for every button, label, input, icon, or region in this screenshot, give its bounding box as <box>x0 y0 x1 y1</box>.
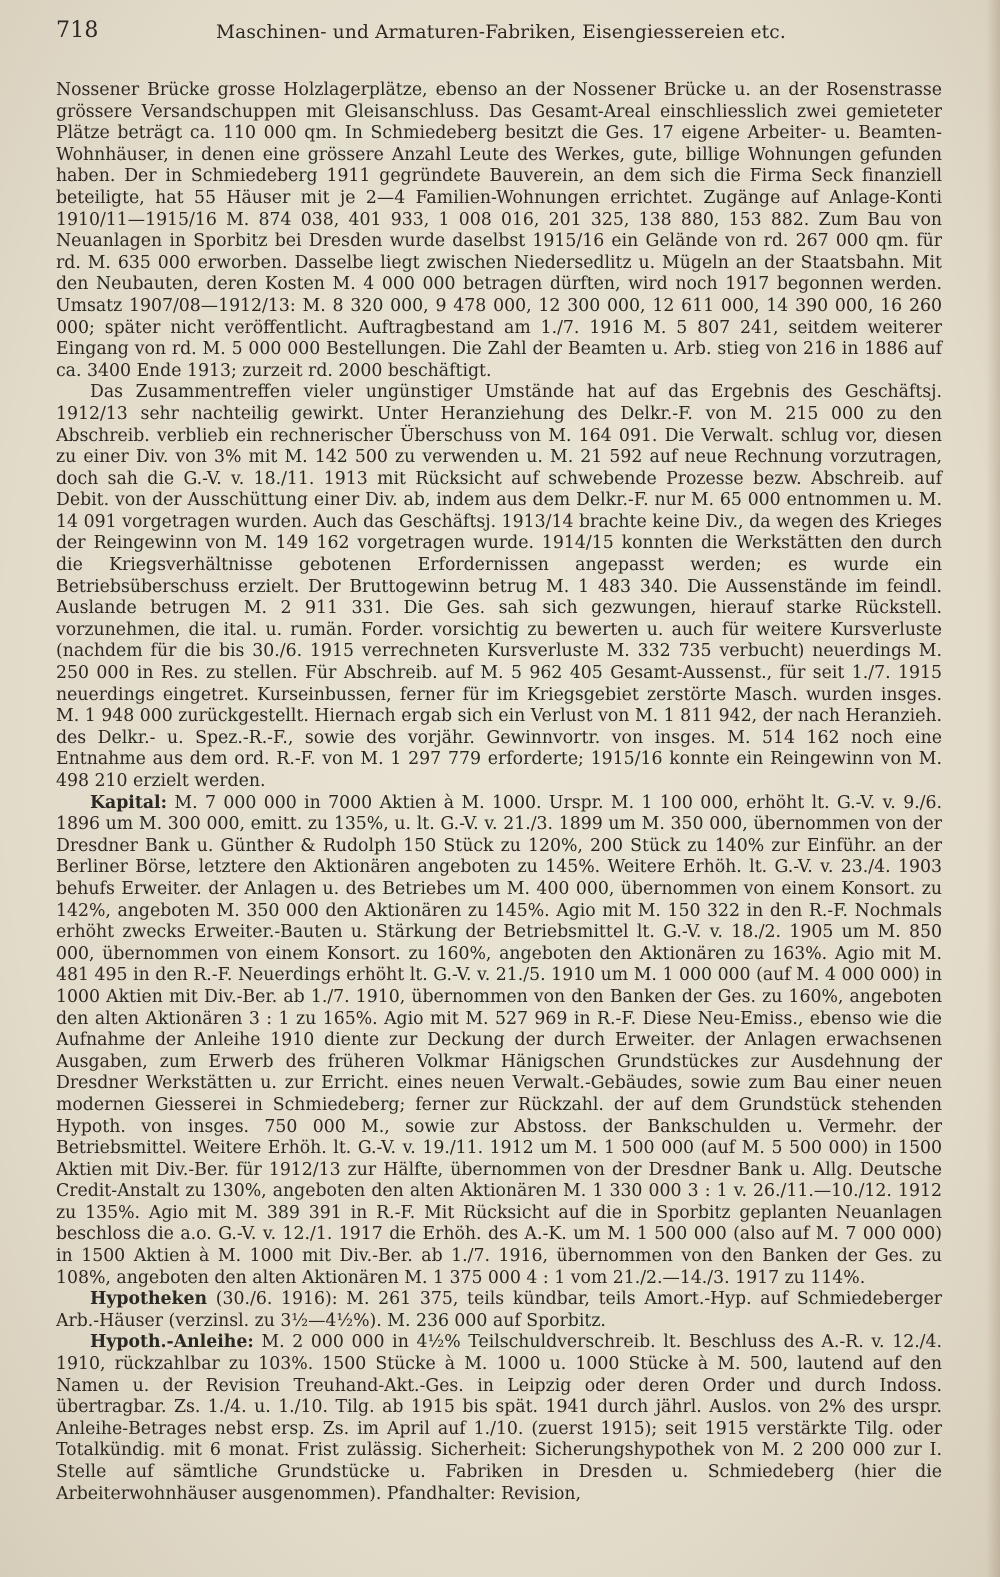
paragraph-plant-description <box>56 80 942 382</box>
section-label-hypoth-anleihe: Hypoth.-Anleihe: <box>90 1332 254 1353</box>
section-label-kapital: Kapital: <box>90 792 167 813</box>
paragraph-hypoth-anleihe <box>56 1332 942 1505</box>
page-edge-shadow <box>986 0 1000 1577</box>
section-label-hypotheken: Hypotheken <box>90 1289 208 1310</box>
paragraph-hypotheken <box>56 1289 942 1332</box>
paragraph-text: (30./6. 1916): M. 261 375, teils kündbar, teils Amort.-Hyp. auf Schmiedeberger Arb.-Häuser (verzinsl. zu 3½—4½%). M. 236 000 auf Sporbitz. <box>56 1289 942 1331</box>
paragraph-text: M. 7 000 000 in 7000 Aktien à M. 1000. Urspr. M. 1 100 000, erhöht lt. G.-V. v. 9./6. 1896 um M. 300 000, emitt. zu 135%, u. lt. G.-V. v. 21./3. 1899 um M. 350 000, übernommen von der Dresdner Bank u. Günther & Rudolph 150 Stück zu 120%, 200 Stück zu 140% zur Einführ. an der Berliner Börse, letztere den Aktionären angeboten zu 145%. Weitere Erhöh. lt. G.-V. v. 23./4. 1903 behufs Erweiter. der Anlagen u. des Betriebes um M. 400 000, übernommen von einem Konsort. zu 142%, angeboten M. 350 000 den Aktionären zu 145%. Agio mit M. 150 322 in den R.-F. Nochmals erhöht zwecks Erweiter.-Bauten u. Stärkung der Betriebsmittel lt. G.-V. v. 18./2. 1905 um M. 850 000, übernommen von einem Konsort. zu 160%, angeboten den Aktionären zu 163%. Agio mit M. 481 495 in den R.-F. Neuerdings erhöht lt. G.-V. v. 21./5. 1910 um M. 1 000 000 (auf M. 4 000 000) in 1000 Aktien mit Div.-Ber. ab 1./7. 1910, übernommen von den Banken der Ges. zu 160%, angeboten den alten Aktionären 3 : 1 zu 165%. Agio mit M. 527 969 in R.-F. Diese Neu-Emiss., ebenso wie die Aufnahme der Anleihe 1910 diente zur Deckung der durch Erweiter. der Anlagen erwachsenen Ausgaben, zum Erwerb des früheren Volkmar Hänigschen Grundstückes zur Ausdehnung der Dresdner Werkstätten u. zur Erricht. eines neuen Verwalt.-Gebäudes, sowie zum Bau einer neuen modernen Giesserei in Schmiedeberg; ferner zur Rückzahl. der auf dem Grundstück stehenden Hypoth. von insges. 750 000 M., sowie zur Abstoss. der Bankschulden u. Vermehr. der Betriebsmittel. Weitere Erhöh. lt. G.-V. v. 19./11. 1912 um M. 1 500 000 (auf M. 5 500 000) in 1500 Aktien mit Div.-Ber. für 1912/13 zur Hälfte, übernommen von der Dresdner Bank u. Allg. Deutsche Credit-Anstalt zu 130%, angeboten den alten Aktionären M. 1 330 000 3 : 1 v. 26./11.—10./12. 1912 zu 135%. Agio mit M. 389 391 in R.-F. Mit Rücksicht auf die in Sporbitz geplanten Neuanlagen beschloss die a.o. G.-V. v. 12./1. 1917 die Erhöh. des A.-K. um M. 1 500 000 (also auf M. 7 000 000) in 1500 Aktien à M. 1000 mit Div.-Ber. ab 1./7. 1916, übernommen von den Banken der Ges. zu 108%, angeboten den alten Aktionären M. 1 375 000 4 : 1 vom 21./2.—14./3. 1917 zu 114%. <box>56 792 942 1288</box>
paragraph-text: M. 2 000 000 in 4½% Teilschuldverschreib. lt. Beschluss des A.-R. v. 12./4. 1910, rückzahlbar zu 103%. 1500 Stücke à M. 1000 u. 1000 Stücke à M. 500, lautend auf den Namen u. der Revision Treuhand-Akt.-Ges. in Leipzig oder deren Order und durch Indoss. übertragbar. Zs. 1./4. u. 1./10. Tilg. ab 1915 bis spät. 1941 durch jährl. Auslos. von 2% des urspr. Anleihe-Betrages nebst ersp. Zs. im April auf 1./10. (zuerst 1915); seit 1915 verstärkte Tilg. oder Totalkündig. mit 6 monat. Frist zulässig. Sicherheit: Sicherungshypothek von M. 2 200 000 zur I. Stelle auf sämtliche Grundstücke u. Fabriken in Dresden u. Schmiedeberg (hier die Arbeiterwohnhäuser ausgenommen). Pfandhalter: Revision, <box>56 1332 942 1504</box>
page-number: 718 <box>56 18 99 43</box>
paragraph-kapital <box>56 793 942 1290</box>
running-title: Maschinen- und Armaturen-Fabriken, Eisengiessereien etc. <box>216 22 786 43</box>
body-text <box>56 80 942 1505</box>
paragraph-text: Nossener Brücke grosse Holzlagerplätze, ebenso an der Nossener Brücke u. an der Rosenstrasse grössere Versandschuppen mit Gleisanschluss. Das Gesamt-Areal einschliesslich zwei gemieteter Plätze beträgt ca. 110 000 qm. In Schmiedeberg besitzt die Ges. 17 eigene Arbeiter- u. Beamten-Wohnhäuser, in denen eine grössere Anzahl Leute des Werkes, gute, billige Wohnungen gefunden haben. Der in Schmiedeberg 1911 gegründete Bauverein, an dem sich die Firma Seck finanziell beteiligte, hat 55 Häuser mit je 2—4 Familien-Wohnungen errichtet. Zugänge auf Anlage-Konti 1910/11—1915/16 M. 874 038, 401 933, 1 008 016, 201 325, 138 880, 153 882. Zum Bau von Neuanlagen in Sporbitz bei Dresden wurde daselbst 1915/16 ein Gelände von rd. 267 000 qm. für rd. M. 635 000 erworben. Dasselbe liegt zwischen Niedersedlitz u. Mügeln an der Staatsbahn. Mit den Neubauten, deren Kosten M. 4 000 000 betragen dürften, wird noch 1917 begonnen werden. Umsatz 1907/08—1912/13: M. 8 320 000, 9 478 000, 12 300 000, 12 611 000, 14 390 000, 16 260 000; später nicht veröffentlicht. Auftragbestand am 1./7. 1916 M. 5 807 241, seitdem weiterer Eingang von rd. M. 5 000 000 Bestellungen. Die Zahl der Beamten u. Arb. stieg von 216 in 1886 auf ca. 3400 Ende 1913; zurzeit rd. 2000 beschäftigt. <box>56 80 942 381</box>
paragraph-text: Das Zusammentreffen vieler ungünstiger Umstände hat auf das Ergebnis des Geschäftsj. 1912/13 sehr nachteilig gewirkt. Unter Heranziehung des Delkr.-F. von M. 215 000 zu den Abschreib. verblieb ein rechnerischer Überschuss von M. 164 091. Die Verwalt. schlug vor, diesen zu einer Div. von 3% mit M. 142 500 zu verwenden u. M. 21 592 auf neue Rechnung vorzutragen, doch sah die G.-V. v. 18./11. 1913 mit Rücksicht auf schwebende Prozesse bezw. Abschreib. auf Debit. von der Ausschüttung einer Div. ab, indem aus dem Delkr.-F. nur M. 65 000 entnommen u. M. 14 091 vorgetragen wurden. Auch das Geschäftsj. 1913/14 brachte keine Div., da wegen des Krieges der Reingewinn von M. 149 162 vorgetragen wurde. 1914/15 konnten die Werkstätten den durch die Kriegsverhältnisse gebotenen Erfordernissen angepasst werden; es wurde ein Betriebsüberschuss erzielt. Der Bruttogewinn betrug M. 1 483 340. Die Aussenstände im feindl. Auslande betrugen M. 2 911 331. Die Ges. sah sich gezwungen, hierauf starke Rückstell. vorzunehmen, die ital. u. rumän. Forder. vorsichtig zu bewerten u. auch für weitere Kursverluste (nachdem für die bis 30./6. 1915 verrechneten Kursverluste M. 332 735 verbucht) neuerdings M. 250 000 in Res. zu stellen. Für Abschreib. auf M. 5 962 405 Gesamt-Aussenst., für seit 1./7. 1915 neuerdings eingetret. Kurseinbussen, ferner für im Kriegsgebiet zerstörte Masch. wurden insges. M. 1 948 000 zurückgestellt. Hiernach ergab sich ein Verlust von M. 1 811 942, der nach Heranzieh. des Delkr.- u. Spez.-R.-F., sowie des vorjähr. Gewinnvortr. von insges. M. 514 162 noch eine Entnahme aus dem ord. R.-F. von M. 1 297 779 erforderte; 1915/16 konnte ein Reingewinn von M. 498 210 erzielt werden. <box>56 382 942 791</box>
page-header <box>56 18 942 58</box>
paragraph-business-results <box>56 382 942 792</box>
